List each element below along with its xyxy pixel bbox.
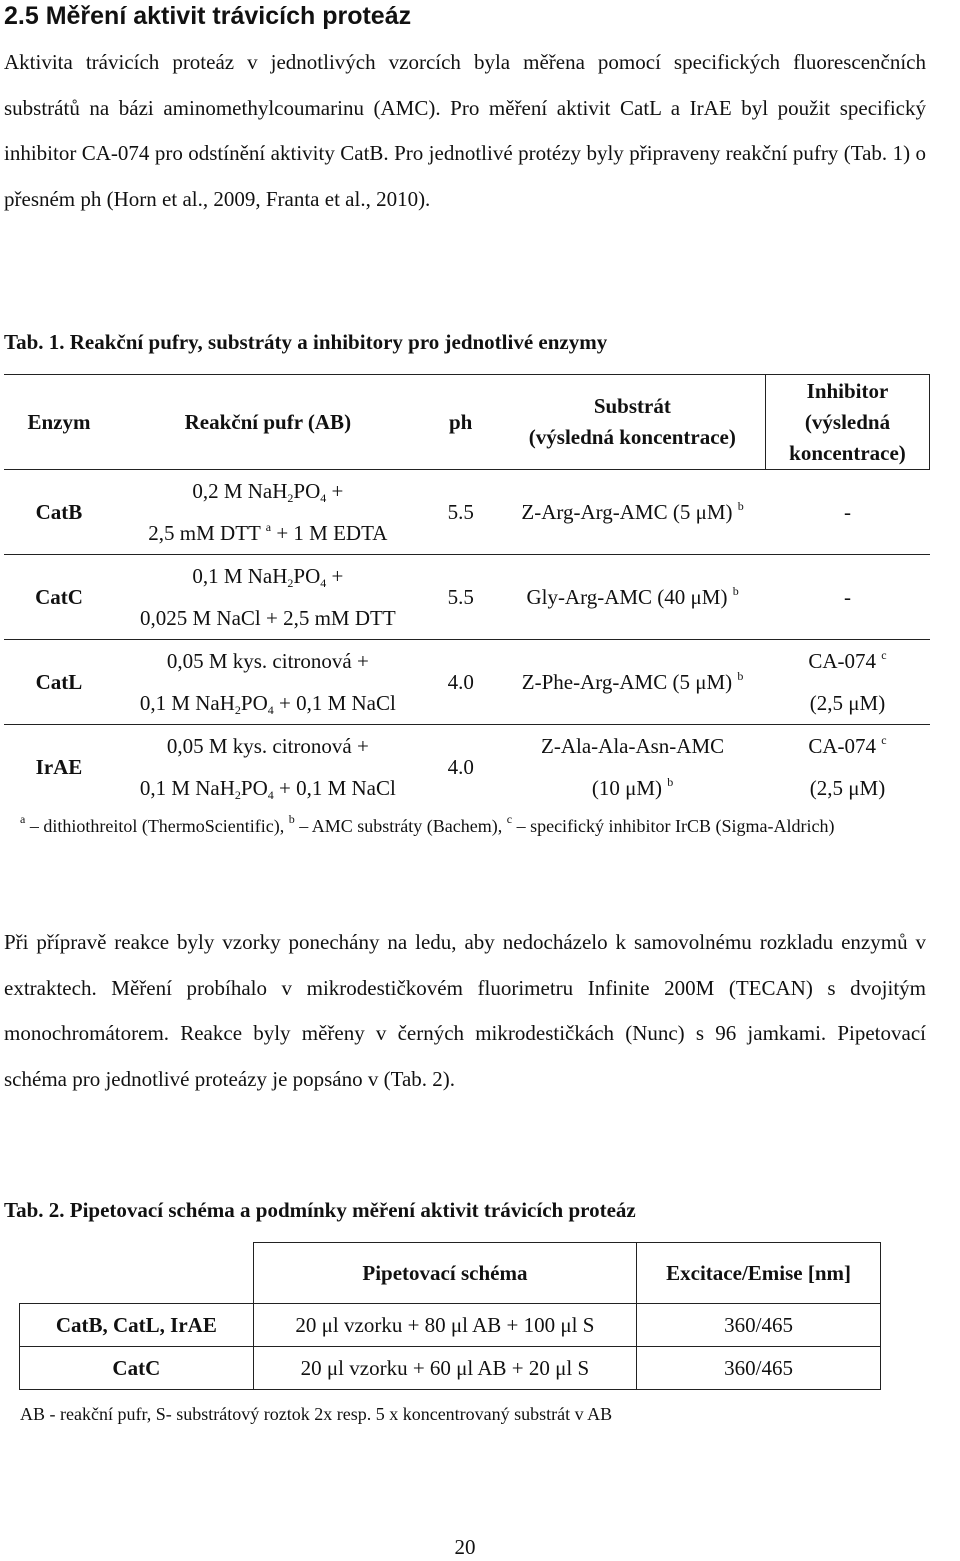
substrate-cell: Z-Phe-Arg-AMC (5 μM) $^b$ — [521, 669, 744, 694]
buffer-table — [4, 374, 930, 809]
pipetting-table — [19, 1242, 881, 1390]
substrate-cell — [500, 725, 766, 810]
header-substrate-line1: Substrát — [593, 394, 671, 418]
buffer-line1: 0,05 M kys. citronová + — [166, 649, 369, 673]
header-substrate — [500, 375, 766, 470]
table-header-row — [4, 375, 930, 470]
substrate-line1: Z-Ala-Ala-Asn-AMC — [541, 734, 725, 758]
buffer-cell — [114, 470, 422, 555]
enzymes-cell: CatB, CatL, IrAE — [20, 1304, 254, 1347]
enzyme-cell: CatC — [35, 585, 83, 609]
excitation-cell: 360/465 — [637, 1347, 881, 1390]
inhibitor-cell: - — [844, 585, 851, 609]
header-ph: ph — [449, 409, 473, 434]
substrate-cell: Gly-Arg-AMC (40 μM) $^b$ — [526, 584, 739, 609]
table-header-row — [20, 1243, 881, 1304]
enzyme-cell: CatL — [35, 670, 83, 694]
procedure-paragraph: Při přípravě reakce byly vzorky ponechány na ledu, aby nedocházelo k samovolnému rozkladu enzymů v extraktech. Měření probíhalo v mikrodestičkovém fluorimetru Infinite 200M (TECAN) s dvojitým monochromátorem. Reakce byly měřeny v černých mikrodestičkách (Nunc) s 96 jamkami. Pipetovací schéma pro jednotlivé proteázy je popsáno v (Tab. 2). — [4, 930, 926, 1091]
inhibitor-line2: (2,5 μM) — [809, 691, 886, 715]
ph-cell: 5.5 — [447, 585, 474, 609]
header-inhibitor-line3: koncentrace) — [789, 440, 906, 465]
inhibitor-line1: CA-074 $^c$ — [808, 733, 887, 758]
header-enzyme: Enzym — [27, 409, 91, 434]
buffer-cell — [114, 640, 422, 725]
table-row — [4, 725, 930, 810]
header-schema: Pipetovací schéma — [253, 1243, 636, 1304]
table-row — [20, 1304, 881, 1347]
ph-cell: 4.0 — [447, 755, 474, 779]
buffer-line2: 2,5 mM DTT $^a$ + 1 M EDTA — [148, 520, 388, 545]
table1-caption: Tab. 1. Reakční pufry, substráty a inhibitory pro jednotlivé enzymy — [4, 330, 608, 354]
ph-cell: 5.5 — [447, 500, 474, 524]
enzyme-cell: CatB — [35, 500, 83, 524]
buffer-line1: 0,05 M kys. citronová + — [166, 734, 369, 758]
buffer-line1: 0,2 M $NaH_2PO_4$ + — [192, 479, 344, 505]
header-inhibitor — [766, 375, 930, 470]
inhibitor-line1: CA-074 $^c$ — [808, 648, 887, 673]
table1-footnote: $^a$ – dithiothreitol (ThermoScientific), $^b$ – AMC substráty (Bachem), $^c$ – specifický inhibitor IrCB (Sigma-Aldrich) — [20, 812, 835, 836]
buffer-cell — [114, 725, 422, 810]
buffer-line2: 0,025 M NaCl + 2,5 mM DTT — [140, 606, 396, 630]
table2-caption: Tab. 2. Pipetovací schéma a podmínky měření aktivit trávicích proteáz — [4, 1198, 636, 1222]
substrate-cell: Z-Arg-Arg-AMC (5 μM) $^b$ — [521, 499, 744, 524]
schema-cell: 20 μl vzorku + 80 μl AB + 100 μl S — [253, 1304, 636, 1347]
page-number: 20 — [454, 1535, 476, 1559]
ph-cell: 4.0 — [447, 670, 474, 694]
table2-footnote: AB - reakční pufr, S- substrátový roztok 2x resp. 5 x koncentrovaný substrát v AB — [20, 1404, 613, 1424]
section-heading: 2.5 Měření aktivit trávicích proteáz — [4, 2, 412, 30]
header-inhibitor-line1: Inhibitor — [806, 378, 889, 403]
substrate-line2: (10 μM) $^b$ — [591, 775, 674, 800]
table-row — [20, 1347, 881, 1390]
buffer-line1: 0,1 M $NaH_2PO_4$ + — [192, 564, 344, 590]
inhibitor-line2: (2,5 μM) — [809, 776, 886, 800]
table-row — [4, 555, 930, 640]
buffer-line2: 0,1 M $NaH_2PO_4 + 0,1$ M NaCl — [139, 691, 396, 717]
intro-paragraph: Aktivita trávicích proteáz v jednotlivých vzorcích byla měřena pomocí specifických fluorescenčních substrátů na bázi aminomethylcoumarinu (AMC). Pro měření aktivit CatL a IrAE byl použit specifický inhibitor CA-074 pro odstínění aktivity CatB. Pro jednotlivé protézy byly připraveny reakční pufry (Tab. 1) o přesném ph (Horn et al., 2009, Franta et al., 2010). — [4, 50, 926, 211]
header-empty — [20, 1243, 254, 1304]
buffer-cell — [114, 555, 422, 640]
enzymes-cell: CatC — [20, 1347, 254, 1390]
inhibitor-cell — [766, 640, 930, 725]
table-row — [4, 470, 930, 555]
inhibitor-cell — [766, 725, 930, 810]
inhibitor-cell: - — [844, 500, 851, 524]
header-buffer: Reakční pufr (AB) — [184, 409, 352, 434]
schema-cell: 20 μl vzorku + 60 μl AB + 20 μl S — [253, 1347, 636, 1390]
enzyme-cell: IrAE — [35, 755, 83, 779]
header-inhibitor-line2: (výsledná — [804, 409, 891, 434]
header-substrate-line2: (výsledná koncentrace) — [528, 425, 736, 449]
table-row — [4, 640, 930, 725]
header-excitation: Excitace/Emise [nm] — [637, 1243, 881, 1304]
buffer-line2: 0,1 M $NaH_2PO_4 + 0,1$ M NaCl — [139, 776, 396, 802]
excitation-cell: 360/465 — [637, 1304, 881, 1347]
